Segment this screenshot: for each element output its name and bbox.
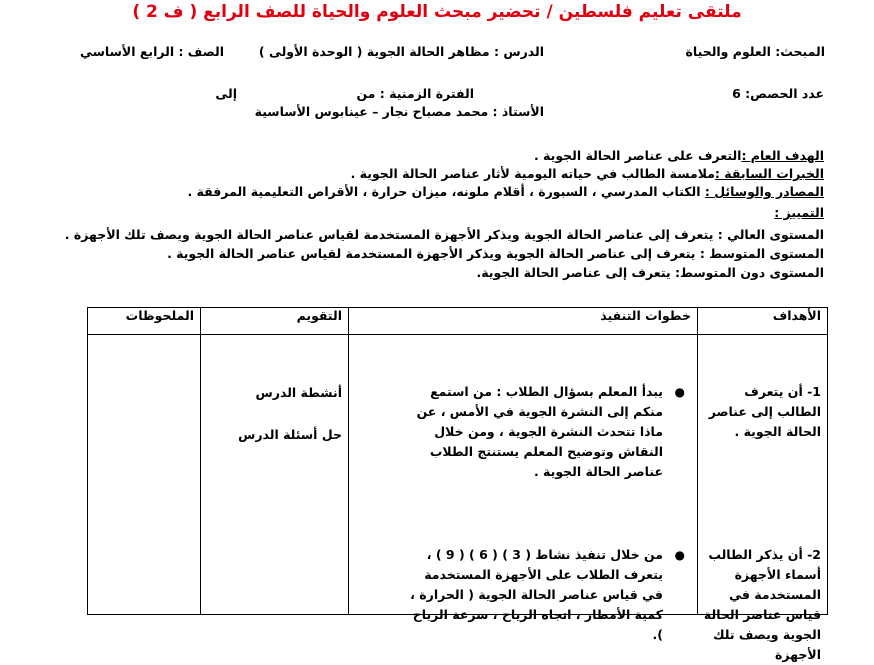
page-title: ملتقى تعليم فلسطين / تحضير مبحث العلوم والحياة للصف الرابع ( ف 2 ) xyxy=(132,2,742,22)
header-objectives: الأهداف xyxy=(698,308,828,335)
prior-experience-text: ملامسة الطالب في حياته اليومية لأثار عناصر الحالة الجوية . xyxy=(350,166,715,181)
resources xyxy=(187,184,824,199)
subject-label: المبحث: العلوم والحياة xyxy=(685,44,825,59)
evaluation-activities: أنشطة الدرس xyxy=(255,385,342,400)
header-evaluation: التقويم xyxy=(201,308,349,335)
evaluation-cell xyxy=(201,335,349,615)
resources-text: الكتاب المدرسي ، السبورة ، أقلام ملونه، ميزان حرارة ، الأقراص التعليمية المرفقة . xyxy=(187,184,705,199)
step-2-text: من خلال تنفيذ نشاط ( 3 ) ( 6 ) ( 9 ) ، يتعرف الطلاب على الأجهزة المستخدمة في قياس عناصر الحالة الجوية ( الحرارة ، كمية الأمطار ، اتجاه الرياح ، سرعة الرياح ). xyxy=(410,547,663,642)
lesson-label: الدرس : مظاهر الحالة الجوية ( الوحدة الأولى ) xyxy=(258,44,544,59)
notes-cell xyxy=(88,335,201,615)
header-steps: خطوات التنفيذ xyxy=(349,308,698,335)
resources-label: المصادر والوسائل : xyxy=(704,184,824,199)
periods-label: عدد الحصص: 6 xyxy=(732,86,824,101)
general-goal-text: التعرف على عناصر الحالة الجوية . xyxy=(533,148,742,163)
objective-1: 1- أن يتعرف الطالب إلى عناصر الحالة الجوية . xyxy=(708,384,821,439)
plan-table xyxy=(87,307,828,662)
general-goal-label: الهدف العام : xyxy=(741,148,824,163)
time-period-label: الفترة الزمنية : من xyxy=(356,86,474,101)
prior-experience xyxy=(351,166,824,181)
general-goal xyxy=(534,148,824,163)
time-to-label: إلى xyxy=(215,86,237,101)
grade-label: الصف : الرابع الأساسي xyxy=(79,44,224,59)
differentiation-high: المستوى العالي : يتعرف إلى عناصر الحالة الجوية ويذكر الأجهزة المستخدمة لقياس عناصر الحالة الجوية ويصف تلك الأجهزة . xyxy=(64,227,824,242)
header-notes: الملحوظات xyxy=(88,308,201,335)
objectives-cell xyxy=(698,335,828,662)
evaluation-questions: حل أسئلة الدرس xyxy=(238,427,342,442)
bullet-icon: ● xyxy=(674,548,685,562)
differentiation xyxy=(774,205,824,220)
objective-2: 2- أن يذكر الطالب أسماء الأجهزة المستخدمة في قياس عناصر الحالة الجوية ويصف تلك الأجهزة xyxy=(703,547,821,662)
prior-experience-label: الخبرات السابقة : xyxy=(714,166,824,181)
step-2 xyxy=(401,545,685,645)
teacher-label: الأستاذ : محمد مصباح نجار – عينابوس الأساسية xyxy=(254,104,544,119)
differentiation-low: المستوى دون المتوسط: يتعرف إلى عناصر الحالة الجوية. xyxy=(476,265,824,280)
step-1 xyxy=(401,382,685,482)
steps-cell xyxy=(349,335,698,642)
differentiation-label: التمييز : xyxy=(774,205,824,220)
differentiation-mid: المستوى المتوسط : يتعرف إلى عناصر الحالة الجوية ويذكر الأجهزة المستخدمة لقياس عناصر الحالة الجوية . xyxy=(167,246,824,261)
step-1-text: يبدأ المعلم بسؤال الطلاب : من استمع منكم إلى النشرة الجوية في الأمس ، عن ماذا تتحدث النشرة الجوية ، ومن خلال النقاش وتوضيح المعلم يستنتج الطلاب عناصر الحالة الجوية . xyxy=(416,384,663,479)
bullet-icon: ● xyxy=(674,385,685,399)
